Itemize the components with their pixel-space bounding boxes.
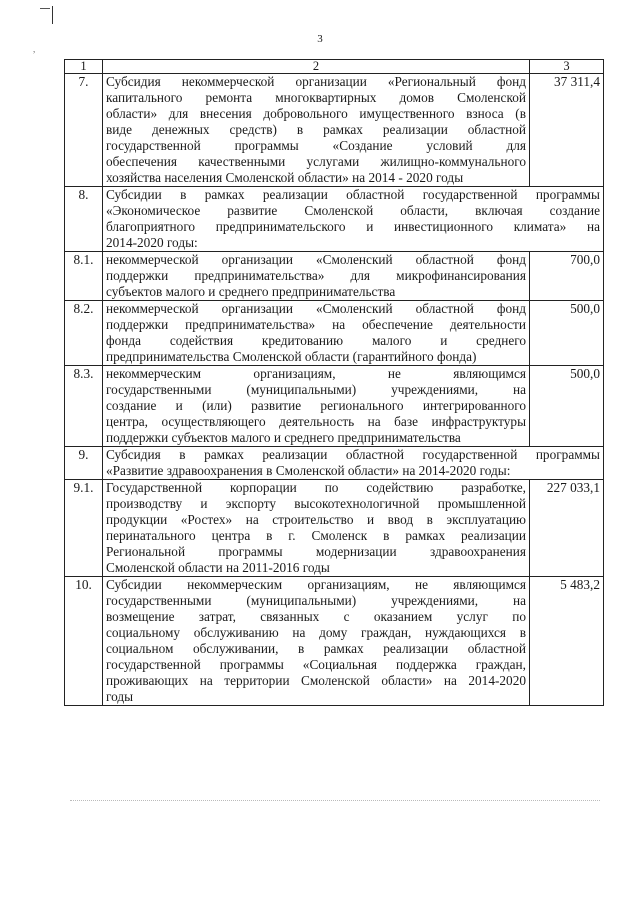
row-amount: 227 033,1 — [530, 480, 604, 577]
description-line: субъектов малого и среднего предпринимательства — [106, 284, 396, 299]
scan-speck: , — [33, 44, 36, 54]
description-line: государственными (муниципальными) учреждениями, на — [106, 593, 526, 608]
corner-mark — [40, 8, 50, 9]
corner-mark — [52, 6, 53, 24]
description-line: 2014-2020 годы: — [106, 235, 198, 250]
description-line: годы — [106, 689, 134, 704]
row-number: 10. — [65, 577, 103, 706]
description-line: Смоленской области на 2011-2016 годы — [106, 560, 330, 575]
row-description — [103, 480, 530, 577]
table-row — [65, 447, 604, 480]
description-line: «Развитие здравоохранения в Смоленской области» на 2014-2020 годы: — [106, 463, 511, 478]
description-line: хозяйства населения Смоленской области» на 2014 - 2020 годы — [106, 170, 464, 185]
row-description — [103, 187, 604, 252]
description-line: социальному обслуживанию на дому граждан, нуждающихся в — [106, 625, 526, 640]
table-row — [65, 577, 604, 706]
description-line: государственной программы «Создание условий для — [106, 138, 526, 153]
description-line: некоммерческим организациям, не являющимся — [106, 366, 526, 381]
description-line: проживающих на территории Смоленской области» на 2014-2020 — [106, 673, 526, 688]
description-line: социальном обслуживании, в рамках реализации областной — [106, 641, 526, 656]
description-line: производству и экспорту высокотехнологичной промышленной — [106, 496, 526, 511]
table-header-cell: 1 — [65, 60, 103, 74]
row-description — [103, 252, 530, 301]
row-amount: 37 311,4 — [530, 74, 604, 187]
row-number: 9.1. — [65, 480, 103, 577]
description-line: государственной программы «Социальная поддержка граждан, — [106, 657, 526, 672]
description-line: перинатального центра в г. Смоленск в рамках реализации — [106, 528, 526, 543]
table-header-row — [65, 60, 604, 74]
description-line: обеспечения качественными услугами жилищно-коммунального — [106, 154, 526, 169]
description-line: Субсидии в рамках реализации областной государственной программы — [106, 187, 600, 202]
description-line: Государственной корпорации по содействию разработке, — [106, 480, 526, 495]
row-amount: 500,0 — [530, 366, 604, 447]
description-line: фонда содействия кредитованию малого и среднего — [106, 333, 526, 348]
row-number: 8.2. — [65, 301, 103, 366]
description-line: Субсидия в рамках реализации областной государственной программы — [106, 447, 600, 462]
table-row — [65, 480, 604, 577]
description-line: центра, осуществляющего деятельность на базе инфраструктуры — [106, 414, 526, 429]
row-description — [103, 577, 530, 706]
row-number: 8.1. — [65, 252, 103, 301]
description-line: возмещение затрат, связанных с оказанием услуг по — [106, 609, 526, 624]
row-number: 8.3. — [65, 366, 103, 447]
description-line: благоприятного предпринимательского и инвестиционного климата» на — [106, 219, 600, 234]
row-number: 8. — [65, 187, 103, 252]
description-line: Региональной программы модернизации здравоохранения — [106, 544, 526, 559]
description-line: Субсидии некоммерческим организациям, не являющимся — [106, 577, 526, 592]
table-row — [65, 366, 604, 447]
description-line: некоммерческой организации «Смоленский областной фонд — [106, 301, 526, 316]
description-line: капитального ремонта многоквартирных домов Смоленской — [106, 90, 526, 105]
row-number: 7. — [65, 74, 103, 187]
description-line: области» для внесения добровольного имущественного взноса (в — [106, 106, 526, 121]
row-description — [103, 74, 530, 187]
page-number: 3 — [317, 33, 323, 45]
row-number: 9. — [65, 447, 103, 480]
description-line: продукции «Ростех» на строительство и ввод в эксплуатацию — [106, 512, 526, 527]
description-line: государственными (муниципальными) учреждениями, на — [106, 382, 526, 397]
table-row — [65, 252, 604, 301]
description-line: некоммерческой организации «Смоленский областной фонд — [106, 252, 526, 267]
description-line: создание и (или) развитие регионального интегрированного — [106, 398, 526, 413]
subsidy-table — [64, 59, 604, 706]
description-line: поддержки субъектов малого и среднего предпринимательства — [106, 430, 461, 445]
scan-artifact-line — [70, 800, 600, 802]
row-description — [103, 447, 604, 480]
table-header-cell: 2 — [103, 60, 530, 74]
description-line: предпринимательства Смоленской области (гарантийного фонда) — [106, 349, 477, 364]
description-line: виде денежных средств) в рамках реализации областной — [106, 122, 526, 137]
row-description — [103, 301, 530, 366]
description-line: поддержки предпринимательства» для микрофинансирования — [106, 268, 526, 283]
row-description — [103, 366, 530, 447]
description-line: поддержки предпринимательства» на обеспечение деятельности — [106, 317, 526, 332]
table-row — [65, 301, 604, 366]
table-header-cell: 3 — [530, 60, 604, 74]
row-amount: 500,0 — [530, 301, 604, 366]
table-row — [65, 74, 604, 187]
description-line: Субсидия некоммерческой организации «Региональный фонд — [106, 74, 526, 89]
description-line: «Экономическое развитие Смоленской области, включая создание — [106, 203, 600, 218]
table-row — [65, 187, 604, 252]
row-amount: 700,0 — [530, 252, 604, 301]
row-amount: 5 483,2 — [530, 577, 604, 706]
